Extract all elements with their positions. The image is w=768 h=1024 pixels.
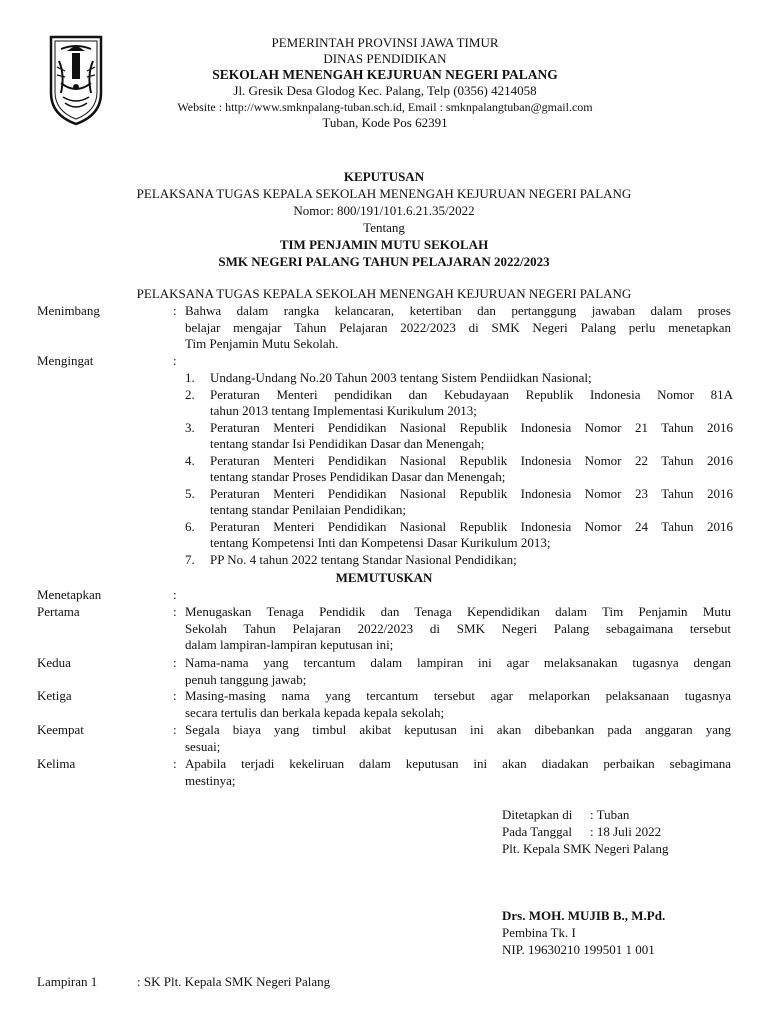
list-item [185, 552, 733, 569]
section-colon: : [173, 756, 177, 771]
text-line: Masing-masing nama yang tercantum tersebut agar melaporkan pelaksanaan tugasnya [185, 688, 731, 703]
list-text: Peraturan Menteri Pendidikan Nasional Republik Indonesia Nomor 23 Tahun 2016 [210, 485, 733, 501]
section-colon: : [173, 303, 177, 318]
date-label: Pada Tanggal [502, 824, 572, 839]
section-colon: : [173, 604, 177, 619]
decree-about: Tentang [363, 220, 405, 235]
section-label: Pertama [37, 604, 80, 619]
text-line: Sekolah Tahun Pelajaran 2022/2023 di SMK Negeri Palang sebagaimana tersebut [185, 620, 731, 636]
list-item [185, 486, 733, 519]
text-line: dalam lampiran-lampiran keputusan ini; [185, 637, 394, 652]
letterhead-website-email: Website : http://www.smknpalang-tuban.sch.id, Email : smknpalangtuban@gmail.com [177, 100, 593, 114]
letterhead [110, 35, 660, 131]
signer-block [502, 907, 742, 958]
text-line: secara tertulis dan berkala kepada kepala sekolah; [185, 704, 445, 720]
decree-number: Nomor: 800/191/101.6.21.35/2022 [293, 203, 475, 218]
regulation-list [185, 370, 733, 568]
list-number: 6. [185, 518, 195, 534]
decree-subject-line2: SMK NEGERI PALANG TAHUN PELAJARAN 2022/2023 [218, 254, 550, 269]
signer-name: Drs. MOH. MUJIB B., M.Pd. [502, 908, 666, 923]
list-text: tentang standar Penilaian Pendidikan; [210, 502, 407, 517]
section-text [185, 303, 731, 353]
section-colon: : [173, 688, 177, 703]
list-text: Undang-Undang No.20 Tahun 2003 tentang Sistem Pendiidkan Nasional; [210, 370, 592, 385]
letterhead-agency: DINAS PENDIDIKAN [323, 51, 447, 66]
decree-issuer: PELAKSANA TUGAS KEPALA SEKOLAH MENENGAH KEJURUAN NEGERI PALANG [136, 186, 632, 201]
text-line: Nama-nama yang tercantum dalam lampiran ini agar melaksanakan tugasnya dengan [185, 655, 731, 670]
list-number: 4. [185, 452, 195, 468]
decree-title-block [0, 168, 768, 270]
text-line: sesuai; [185, 738, 221, 754]
list-item [185, 519, 733, 552]
text-line: Tim Penjamin Mutu Sekolah. [185, 336, 339, 351]
list-text: Peraturan Menteri Pendidikan Nasional Republik Indonesia Nomor 21 Tahun 2016 [210, 419, 733, 435]
text-line: mestinya; [185, 772, 236, 788]
list-text: Peraturan Menteri Pendidikan Nasional Republik Indonesia Nomor 22 Tahun 2016 [210, 452, 733, 468]
text-line: Apabila terjadi kekeliruan dalam keputusan ini akan diadakan perbaikan sebagimana [185, 756, 731, 771]
place-value: : Tuban [590, 807, 630, 822]
section-text [185, 688, 731, 721]
section-colon: : [173, 353, 177, 368]
section-label: Menimbang [37, 303, 100, 318]
attachment-label: Lampiran 1 [37, 974, 98, 989]
list-item [185, 420, 733, 453]
memutuskan-heading: MEMUTUSKAN [335, 570, 433, 585]
section-colon: : [173, 655, 177, 670]
list-item [185, 370, 733, 387]
decree-title: KEPUTUSAN [343, 169, 425, 184]
letterhead-address: Jl. Gresik Desa Glodog Kec. Palang, Telp (0356) 4214058 [233, 83, 537, 98]
section-label: Menetapkan [37, 587, 102, 602]
text-line: Menugaskan Tenaga Pendidik dan Tenaga Kependidikan dalam Tim Penjamin Mutu [185, 604, 731, 619]
letterhead-government: PEMERINTAH PROVINSI JAWA TIMUR [271, 35, 499, 50]
section-label: Mengingat [37, 353, 94, 368]
section-text [185, 655, 731, 688]
text-line: Segala biaya yang timbul akibat keputusan ini akan dibebankan pada anggaran yang [185, 722, 731, 737]
section-colon: : [173, 587, 177, 602]
signer-rank: Pembina Tk. I [502, 925, 576, 940]
text-line: belajar mengajar Tahun Pelajaran 2022/2023 di SMK Negeri Palang perlu menetapkan [185, 319, 731, 335]
section-label: Kelima [37, 756, 76, 771]
letterhead-city: Tuban, Kode Pos 62391 [322, 115, 448, 130]
issuer-heading: PELAKSANA TUGAS KEPALA SEKOLAH MENENGAH KEJURUAN NEGERI PALANG [136, 286, 632, 301]
list-number: 7. [185, 551, 195, 567]
decree-subject-line1: TIM PENJAMIN MUTU SEKOLAH [279, 237, 489, 252]
list-text: tentang standar Isi Pendidikan Dasar dan Menengah; [210, 436, 485, 451]
section-label: Ketiga [37, 688, 72, 703]
list-text: Peraturan Menteri pendidikan dan Kebudayaan Republik Indonesia Nomor 81A [210, 386, 733, 402]
signer-nip: NIP. 19630210 199501 1 001 [502, 942, 655, 957]
list-number: 2. [185, 386, 195, 402]
section-text [185, 722, 731, 755]
list-item [185, 387, 733, 420]
section-label: Kedua [37, 655, 71, 670]
section-text [185, 756, 731, 789]
list-text: Peraturan Menteri Pendidikan Nasional Republik Indonesia Nomor 24 Tahun 2016 [210, 518, 733, 534]
signature-block [502, 806, 742, 857]
list-number: 1. [185, 370, 195, 385]
signer-position: Plt. Kepala SMK Negeri Palang [502, 841, 669, 856]
date-value: : 18 Juli 2022 [590, 824, 662, 839]
text-line: Bahwa dalam rangka kelancaran, ketertiban dan pertanggung jawaban dalam proses [185, 303, 731, 318]
place-label: Ditetapkan di [502, 807, 573, 822]
list-text: PP No. 4 tahun 2022 tentang Standar Nasional Pendidikan; [210, 551, 517, 567]
list-number: 3. [185, 419, 195, 435]
attachment-value: : SK Plt. Kepala SMK Negeri Palang [137, 974, 331, 989]
text-line: penuh tanggung jawab; [185, 671, 307, 687]
provincial-emblem-icon [47, 31, 105, 127]
list-number: 5. [185, 485, 195, 501]
list-text: tahun 2013 tentang Implementasi Kurikulum 2013; [210, 403, 477, 418]
list-item [185, 453, 733, 486]
section-text [185, 604, 731, 654]
section-colon: : [173, 722, 177, 737]
section-label: Keempat [37, 722, 84, 737]
list-text: tentang standar Proses Pendidikan Dasar dan Menengah; [210, 469, 506, 484]
letterhead-school-name: SEKOLAH MENENGAH KEJURUAN NEGERI PALANG [212, 67, 558, 82]
list-text: tentang Kompetensi Inti dan Kompetensi Dasar Kurikulum 2013; [210, 535, 551, 550]
